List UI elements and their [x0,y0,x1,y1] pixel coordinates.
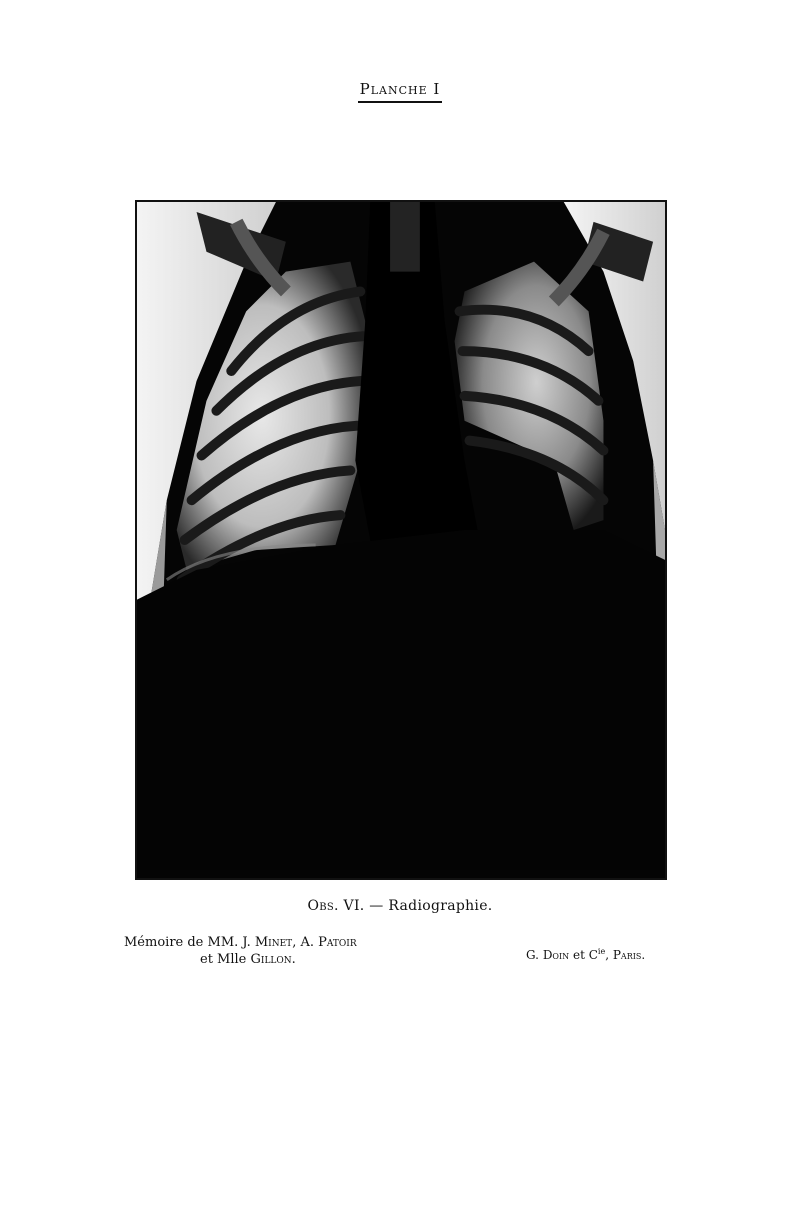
credit-author-minet: Minet [254,935,293,950]
publisher-sup: ie [597,947,606,956]
plate-title-text: Planche I [358,80,443,103]
caption-obs: Obs. [307,898,339,914]
credit-sep: , A. [292,935,314,950]
memoir-credit-line1 [124,934,357,951]
publisher-city: Paris. [612,948,646,962]
figure-caption [0,898,800,914]
credit-prefix: Mémoire de MM. J. [124,935,251,950]
publisher-sep: , [605,948,610,962]
credit-author-patoir: Patoir [318,935,357,950]
memoir-credit-line2 [124,951,357,968]
publisher-prefix: G. [526,948,539,962]
publisher-mid: et C [572,948,598,962]
credit-author-gillon: Gillon [250,952,292,967]
credit-line2-prefix: et Mlle [200,952,247,967]
plate-title [0,80,800,103]
radiograph-figure [135,200,667,880]
credit-line2-suffix: . [291,952,296,967]
publisher-credit [526,947,645,962]
publisher-name: Doin [542,948,570,962]
caption-dash: — [369,898,384,914]
caption-text: Radiographie. [388,898,493,914]
chest-radiograph-image [137,202,665,878]
caption-number: VI. [343,898,365,914]
memoir-credit [124,934,357,968]
